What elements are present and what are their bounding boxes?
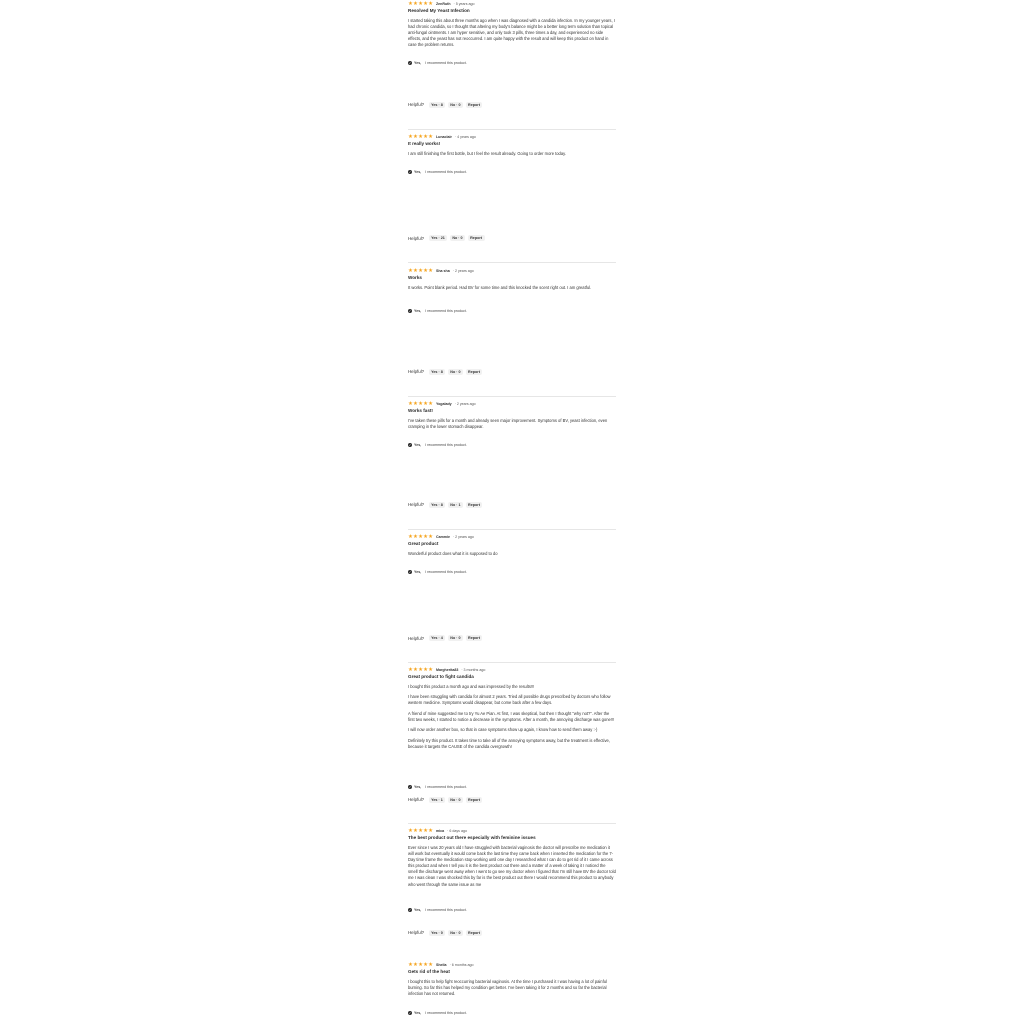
helpful-row xyxy=(408,930,482,936)
check-icon: ✓ xyxy=(408,309,412,313)
star-icon: ★ xyxy=(418,961,423,968)
review-card xyxy=(408,0,616,109)
recommend-text: I recommend this product. xyxy=(425,908,467,912)
helpful-yes-button[interactable]: Yes · 8 xyxy=(429,369,446,375)
star-icon: ★ xyxy=(408,533,413,540)
star-icon: ★ xyxy=(423,666,428,673)
review-divider xyxy=(408,823,616,824)
review-paragraph: I started taking this about three months ago when I was diagnosed with a candida infection. In my younger years, I had chronic candida, so I thought that altering my body's balance might be a better long term solution than topical anti-fungal ointments. I am hyper sensitive, and only took 3 pills, three times a day, and experienced no side effects, and the yeast has not reoccurred. I am quite happy with the result and will keep this product on hand in case the problem returns. xyxy=(408,17,615,47)
review-card xyxy=(408,400,616,509)
review-author[interactable]: Cammie xyxy=(435,534,450,539)
star-icon: ★ xyxy=(413,0,418,7)
star-rating xyxy=(408,401,433,407)
star-icon: ★ xyxy=(408,828,413,834)
review-paragraph: I am still finishing the first bottle, but I feel the result already. Going to order more today. xyxy=(408,150,566,156)
review-divider xyxy=(408,129,616,130)
star-icon: ★ xyxy=(408,0,413,7)
review-divider xyxy=(408,662,616,663)
review-title: It really works! xyxy=(408,140,441,146)
helpful-row xyxy=(408,635,482,641)
star-icon: ★ xyxy=(428,533,433,540)
star-rating xyxy=(408,134,433,140)
recommend-text: I recommend this product. xyxy=(425,309,467,313)
review-time: · 5 years ago xyxy=(453,1,475,6)
star-icon: ★ xyxy=(423,0,428,7)
review-meta xyxy=(408,267,616,274)
review-paragraph: I will now order another box, so that in case symptoms show up again, I know how to send them away :-) xyxy=(408,727,598,733)
star-icon: ★ xyxy=(418,666,423,673)
check-icon: ✓ xyxy=(408,61,412,65)
review-card xyxy=(408,828,616,937)
helpful-label: Helpful? xyxy=(408,369,425,374)
check-icon: ✓ xyxy=(408,442,412,447)
recommend-line xyxy=(408,785,467,789)
helpful-no-button[interactable]: No · 0 xyxy=(448,369,463,375)
helpful-no-button[interactable]: No · 1 xyxy=(448,502,463,508)
recommend-line xyxy=(408,309,467,313)
report-button[interactable]: Report xyxy=(466,502,483,508)
review-paragraph: Wonderful product does what it is supposed to do xyxy=(408,550,498,556)
review-card xyxy=(408,133,616,242)
recommend-yes: Yes, xyxy=(414,442,422,447)
helpful-row xyxy=(408,797,482,803)
helpful-yes-button[interactable]: Yes · 21 xyxy=(429,235,448,241)
review-paragraph: Ever since I was 20 years old I have struggled with bacterial vaginosis the doctor will prescribe me medication it will work but eventually it would come back the last time they came back when I inserted the medication for the 7-Day time frame the medication stop working until one day I researched what I can do to get rid of it I came across this product and when I tell you it is the best product out there and a matter of a week of taking it I noticed the smell the discharge went away when I went to go see my doctor when I figured that I'm still have BV the doctor told me I was clean I was shocked this by far is the best product out there I would recommend this product to anybody who went through the same issue as me xyxy=(408,845,616,887)
recommend-yes: Yes, xyxy=(414,309,422,313)
star-icon: ★ xyxy=(413,133,418,140)
helpful-label: Helpful? xyxy=(408,235,425,241)
check-icon: ✓ xyxy=(408,169,412,174)
review-paragraph: A friend of mine suggested me to try Yu Ae Pian. At first, I was skeptical, but then I thought "why not?". After the first two weeks, I started to notice a decrease in the symptoms. After a month, the annoying discharge was gone!!! xyxy=(408,710,615,722)
recommend-text: I recommend this product. xyxy=(425,784,467,789)
review-meta xyxy=(408,828,616,835)
recommend-line xyxy=(408,908,467,912)
helpful-yes-button[interactable]: Yes · 4 xyxy=(429,635,446,641)
helpful-no-button[interactable]: No · 0 xyxy=(450,235,465,241)
recommend-yes: Yes, xyxy=(414,169,422,174)
review-time: · 2 years ago xyxy=(452,268,474,273)
report-button[interactable]: Report xyxy=(466,930,483,936)
review-meta xyxy=(408,666,616,673)
helpful-row xyxy=(408,235,485,241)
report-button[interactable]: Report xyxy=(466,369,483,375)
recommend-line xyxy=(408,1011,467,1015)
review-divider xyxy=(408,529,616,530)
review-title: Resolved My Yeast Infection xyxy=(408,7,470,13)
star-icon: ★ xyxy=(413,400,418,407)
check-icon: ✓ xyxy=(408,784,412,789)
review-card xyxy=(408,666,616,804)
star-icon: ★ xyxy=(423,533,428,540)
helpful-no-button[interactable]: No · 0 xyxy=(448,635,463,641)
review-paragraph: It works. Point blank period. Had BV for some time and this knocked the scent right out. I am greatful. xyxy=(408,284,592,290)
helpful-no-button[interactable]: No · 0 xyxy=(448,102,463,108)
helpful-label: Helpful? xyxy=(408,635,425,641)
review-time: · 3 months ago xyxy=(461,667,486,672)
star-icon: ★ xyxy=(428,400,433,407)
review-author[interactable]: Sheila xyxy=(435,962,447,967)
review-body xyxy=(408,18,616,48)
recommend-text: I recommend this product. xyxy=(425,442,467,447)
review-time: · 2 years ago xyxy=(454,401,476,406)
review-divider xyxy=(408,262,616,263)
star-icon: ★ xyxy=(423,961,428,968)
recommend-line xyxy=(408,170,467,174)
star-rating xyxy=(408,828,433,834)
review-body xyxy=(408,418,616,430)
star-icon: ★ xyxy=(423,267,428,274)
star-icon: ★ xyxy=(428,828,433,834)
helpful-row xyxy=(408,369,482,375)
star-rating xyxy=(408,667,433,673)
star-icon: ★ xyxy=(418,400,423,407)
star-icon: ★ xyxy=(418,533,423,540)
recommend-text: I recommend this product. xyxy=(425,569,467,574)
helpful-yes-button[interactable]: Yes · 1 xyxy=(429,797,446,803)
star-rating xyxy=(408,268,433,274)
star-icon: ★ xyxy=(423,400,428,407)
star-icon: ★ xyxy=(413,828,418,834)
report-button[interactable]: Report xyxy=(466,635,483,641)
review-divider xyxy=(408,396,616,397)
star-rating xyxy=(408,962,433,968)
star-rating xyxy=(408,1,433,7)
review-title: Great product xyxy=(408,540,439,546)
star-icon: ★ xyxy=(413,267,418,274)
recommend-yes: Yes, xyxy=(414,784,422,789)
review-meta xyxy=(408,0,616,7)
review-body xyxy=(408,684,616,750)
helpful-no-button[interactable]: No · 0 xyxy=(448,930,463,936)
review-card xyxy=(408,267,616,376)
review-card xyxy=(408,533,616,642)
star-icon: ★ xyxy=(418,0,423,7)
review-body xyxy=(408,979,616,997)
helpful-no-button[interactable]: No · 0 xyxy=(448,797,463,803)
review-meta xyxy=(408,133,616,140)
review-title: The best product out there especially with feminine issues xyxy=(408,835,536,840)
helpful-yes-button[interactable]: Yes · 8 xyxy=(429,102,446,108)
star-icon: ★ xyxy=(408,400,413,407)
helpful-label: Helpful? xyxy=(408,797,425,802)
helpful-yes-button[interactable]: Yes · 0 xyxy=(429,930,446,936)
star-icon: ★ xyxy=(413,533,418,540)
recommend-yes: Yes, xyxy=(414,61,422,65)
review-author[interactable]: Sha sha xyxy=(435,268,450,273)
recommend-yes: Yes, xyxy=(414,569,422,574)
star-icon: ★ xyxy=(428,666,433,673)
review-time: · 6 months ago xyxy=(449,962,474,967)
star-icon: ★ xyxy=(408,267,413,274)
helpful-label: Helpful? xyxy=(408,102,425,107)
review-body xyxy=(408,151,616,157)
helpful-row xyxy=(408,502,482,508)
recommend-line xyxy=(408,61,467,65)
star-icon: ★ xyxy=(413,666,418,673)
review-body xyxy=(408,845,616,888)
review-meta xyxy=(408,961,616,968)
check-icon: ✓ xyxy=(408,908,412,912)
review-paragraph: I bought this to help fight reoccurring bacterial vaginosis. At the time I purchased it I was having a lot of painful burning. So far this has helped my condition get better. I've been taking it for 2 months and so far the bacterial infection has not returned. xyxy=(408,978,607,996)
recommend-text: I recommend this product. xyxy=(425,61,467,65)
review-card xyxy=(408,961,616,1024)
recommend-line xyxy=(408,570,467,574)
star-icon: ★ xyxy=(428,961,433,968)
review-time: · 2 years ago xyxy=(452,534,474,539)
review-author[interactable]: mica xyxy=(435,829,445,833)
report-button[interactable]: Report xyxy=(466,797,483,803)
review-title: Works xyxy=(408,274,422,280)
review-author[interactable]: Margherita83 xyxy=(435,667,459,672)
star-icon: ★ xyxy=(418,267,423,274)
star-icon: ★ xyxy=(408,133,413,140)
review-author[interactable]: Yogalady xyxy=(435,401,452,406)
star-icon: ★ xyxy=(413,961,418,968)
star-icon: ★ xyxy=(428,0,433,7)
check-icon: ✓ xyxy=(408,1010,412,1015)
review-meta xyxy=(408,533,616,540)
star-icon: ★ xyxy=(428,267,433,274)
review-author[interactable]: Lunaclair xyxy=(435,134,452,139)
review-paragraph: I bought this product a month ago and was impressed by the results!!! xyxy=(408,683,535,689)
star-icon: ★ xyxy=(418,133,423,140)
recommend-yes: Yes, xyxy=(414,908,422,912)
recommend-yes: Yes, xyxy=(414,1010,422,1015)
review-body xyxy=(408,285,616,291)
recommend-text: I recommend this product. xyxy=(425,169,467,174)
star-icon: ★ xyxy=(423,828,428,834)
helpful-yes-button[interactable]: Yes · 8 xyxy=(429,502,446,508)
review-body xyxy=(408,551,616,557)
star-icon: ★ xyxy=(428,133,433,140)
star-icon: ★ xyxy=(408,666,413,673)
report-button[interactable]: Report xyxy=(468,235,485,241)
review-author[interactable]: ZenRuth xyxy=(435,1,451,6)
recommend-text: I recommend this product. xyxy=(425,1010,467,1015)
report-button[interactable]: Report xyxy=(466,102,483,108)
check-icon: ✓ xyxy=(408,569,412,574)
review-meta xyxy=(408,400,616,407)
star-icon: ★ xyxy=(423,133,428,140)
star-rating xyxy=(408,534,433,540)
recommend-line xyxy=(408,443,467,447)
star-icon: ★ xyxy=(418,828,423,834)
helpful-row xyxy=(408,102,482,108)
review-paragraph: Definitely try this product. It takes time to take all of the annoying symptoms away, but the treatment is effective, because it targets the CAUSE of the candida overgrowth! xyxy=(408,737,610,749)
review-title: Great product to fight candida xyxy=(408,673,474,679)
review-title: Works fast! xyxy=(408,407,433,413)
helpful-label: Helpful? xyxy=(408,930,425,935)
star-icon: ★ xyxy=(408,961,413,968)
review-time: · 4 years ago xyxy=(454,134,476,139)
review-title: Gets rid of the heat xyxy=(408,968,450,974)
review-time: · 6 days ago xyxy=(447,829,467,833)
review-paragraph: I have been struggling with candida for almost 2 years. Tried all possible drugs prescribed by doctors who follow western medicine. Symptoms would disappear, but come back after a few days. xyxy=(408,693,611,706)
helpful-label: Helpful? xyxy=(408,502,425,507)
review-paragraph: I've taken these pills for a month and already seen major improvement. Symptoms of BV, yeast infection, even cramping in the lower stomach disappear. xyxy=(408,417,608,429)
